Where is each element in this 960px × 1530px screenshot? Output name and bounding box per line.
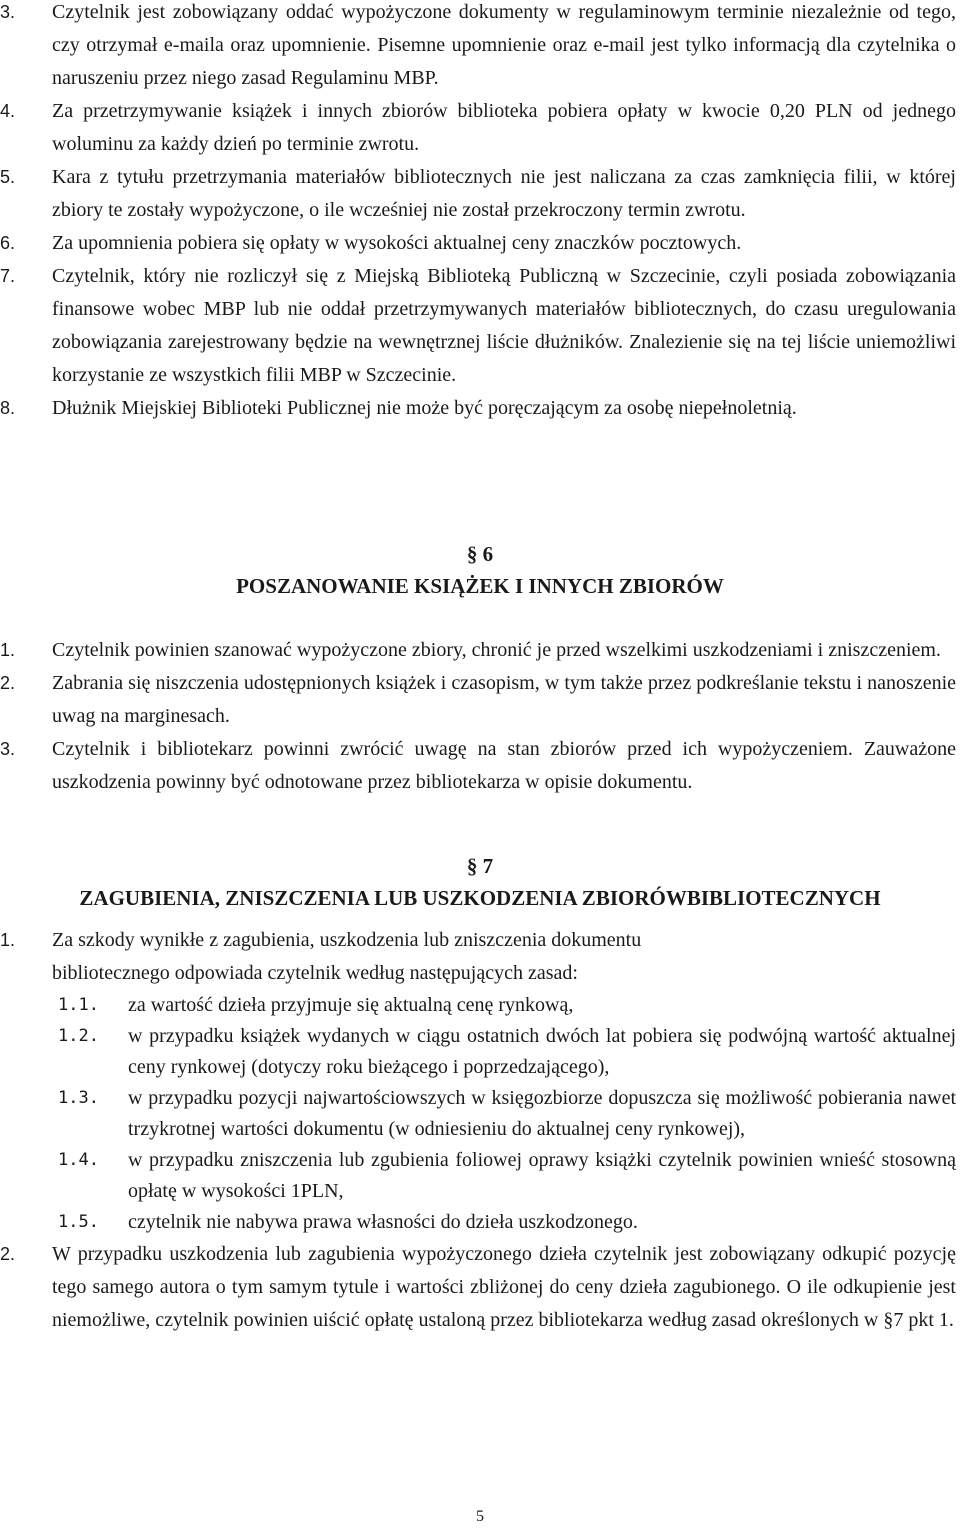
sub-item-number: 1.5. bbox=[58, 1212, 99, 1232]
item-text: Za upomnienia pobiera się opłaty w wysokości aktualnej ceny znaczków pocztowych. bbox=[52, 232, 742, 254]
sub-list-item bbox=[0, 1207, 960, 1238]
sub-item-number: 1.1. bbox=[58, 995, 99, 1015]
sub-list-item bbox=[0, 1145, 960, 1207]
item-number: 3. bbox=[0, 739, 16, 759]
item-text: Czytelnik powinien szanować wypożyczone zbiory, chronić je przed wszelkimi uszkodzeniami i zniszczeniem. bbox=[52, 639, 941, 661]
list-item bbox=[0, 733, 960, 799]
sub-item-text: w przypadku zniszczenia lub zgubienia foliowej oprawy książki czytelnik powinien wnieść stosowną opłatę w wysokości 1PLN, bbox=[128, 1149, 956, 1202]
section-6-list bbox=[0, 634, 960, 799]
item-text: Czytelnik jest zobowiązany oddać wypożyczone dokumenty w regulaminowym terminie niezależnie od tego, czy otrzymał e-maila oraz upomnienie. Pisemne upomnienie oraz e-mail jest tylko informacją dla czytelnika o naruszeniu przez niego zasad Regulaminu MBP. bbox=[52, 1, 956, 89]
paragraph-number: § 7 bbox=[466, 854, 494, 878]
sub-list-item bbox=[0, 1021, 960, 1083]
item-number: 1. bbox=[0, 930, 16, 950]
list-item bbox=[0, 260, 960, 392]
list-item bbox=[0, 0, 960, 95]
list-item bbox=[0, 227, 960, 260]
sub-item-text: w przypadku książek wydanych w ciągu ostatnich dwóch lat pobiera się podwójną wartość aktualnej ceny rynkowej (dotyczy roku bieżącego i poprzedzającego), bbox=[128, 1025, 956, 1078]
item-number: 4. bbox=[0, 101, 16, 121]
section-title: POSZANOWANIE KSIĄŻEK I INNYCH ZBIORÓW bbox=[236, 574, 724, 598]
section-7-list bbox=[0, 924, 960, 1337]
section-7-heading bbox=[0, 850, 960, 914]
item-number: 3. bbox=[0, 2, 16, 22]
sub-item-text: w przypadku pozycji najwartościowszych w księgozbiorze dopuszcza się możliwość pobierania nawet trzykrotnej wartości dokumentu (w odniesieniu do aktualnej ceny rynkowej), bbox=[128, 1087, 956, 1140]
list-item bbox=[0, 1238, 960, 1337]
item-text: Czytelnik, który nie rozliczył się z Miejską Biblioteką Publiczną w Szczecinie, czyli posiada zobowiązania finansowe wobec MBP lub nie oddał przetrzymywanych materiałów bibliotecznych, do czasu uregulowania zobowiązania zarejestrowany będzie na wewnętrznej liście dłużników. Znalezienie się na tej liście uniemożliwi korzystanie ze wszystkich filii MBP w Szczecinie. bbox=[52, 265, 956, 386]
item-text: Czytelnik i bibliotekarz powinni zwrócić uwagę na stan zbiorów przed ich wypożyczeniem. Zauważone uszkodzenia powinny być odnotowane przez bibliotekarza w opisie dokumentu. bbox=[52, 738, 956, 793]
item-text: Za przetrzymywanie książek i innych zbiorów biblioteka pobiera opłaty w kwocie 0,20 PLN od jednego woluminu za każdy dzień po terminie zwrotu. bbox=[52, 100, 956, 155]
item-text: Dłużnik Miejskiej Biblioteki Publicznej nie może być poręczającym za osobę niepełnoletnią. bbox=[52, 397, 797, 419]
sub-item-text: za wartość dzieła przyjmuje się aktualną cenę rynkową, bbox=[128, 994, 574, 1016]
item-text: Za szkody wynikłe z zagubienia, uszkodzenia lub zniszczenia dokumentu bibliotecznego odpowiada czytelnik według następujących zasad: bbox=[52, 929, 642, 984]
item-number: 8. bbox=[0, 398, 16, 418]
sub-list-item bbox=[0, 990, 960, 1021]
sub-item-number: 1.4. bbox=[58, 1150, 99, 1170]
item-number: 7. bbox=[0, 266, 16, 286]
paragraph-number: § 6 bbox=[466, 542, 494, 566]
list-item bbox=[0, 924, 960, 990]
list-item bbox=[0, 95, 960, 161]
item-number: 1. bbox=[0, 640, 16, 660]
sub-item-number: 1.3. bbox=[58, 1088, 99, 1108]
list-item bbox=[0, 392, 960, 425]
list-item bbox=[0, 634, 960, 667]
list-item bbox=[0, 667, 960, 733]
item-text: W przypadku uszkodzenia lub zagubienia wypożyczonego dzieła czytelnik jest zobowiązany odkupić pozycję tego samego autora o tym samym tytule i wartości zbliżonej do ceny dzieła zagubionego. O ile odkupienie jest niemożliwe, czytelnik powinien uiścić opłatę ustaloną przez bibliotekarza według zasad określonych w §7 pkt 1. bbox=[52, 1243, 956, 1331]
page-number: 5 bbox=[476, 1508, 484, 1525]
list-item bbox=[0, 161, 960, 227]
section-title: ZAGUBIENIA, ZNISZCZENIA LUB USZKODZENIA ZBIORÓWBIBLIOTECZNYCH bbox=[79, 886, 881, 910]
item-number: 6. bbox=[0, 233, 16, 253]
item-number: 5. bbox=[0, 167, 16, 187]
sub-item-number: 1.2. bbox=[58, 1026, 99, 1046]
section-6-heading bbox=[0, 538, 960, 602]
section-5-continuation bbox=[0, 0, 960, 425]
sub-list-item bbox=[0, 1083, 960, 1145]
sub-item-text: czytelnik nie nabywa prawa własności do dzieła uszkodzonego. bbox=[128, 1211, 638, 1233]
item-number: 2. bbox=[0, 673, 16, 693]
item-number: 2. bbox=[0, 1244, 16, 1264]
item-text: Zabrania się niszczenia udostępnionych książek i czasopism, w tym także przez podkreślanie tekstu i nanoszenie uwag na marginesach. bbox=[52, 672, 956, 727]
item-text: Kara z tytułu przetrzymania materiałów bibliotecznych nie jest naliczana za czas zamknięcia filii, w której zbiory te zostały wypożyczone, o ile wcześniej nie został przekroczony termin zwrotu. bbox=[52, 166, 956, 221]
